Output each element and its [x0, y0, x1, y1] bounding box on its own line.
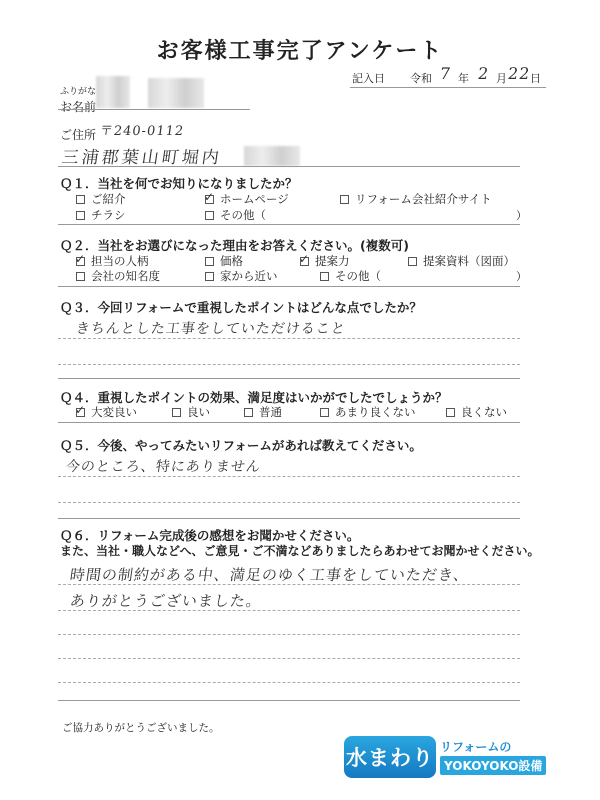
q5-line-1 — [58, 476, 520, 477]
q1-title: Ｑ１．当社を何でお知りになりましたか？ — [60, 176, 298, 191]
name-underline — [58, 109, 250, 110]
checkbox-checked-icon[interactable] — [205, 195, 214, 204]
q1-option-other[interactable]: その他（ — [205, 207, 266, 223]
address-underline — [58, 166, 520, 167]
q3-line-2 — [58, 364, 520, 365]
address-label: ご住所 — [60, 128, 97, 142]
q6-subtitle: また、当社・職人などへ、ご意見・ご不満などありましたらあわせてお聞かせください。 — [60, 544, 540, 558]
year-unit: 年 — [458, 72, 469, 85]
checkbox-icon[interactable] — [76, 211, 85, 220]
q2-option-staff[interactable]: ✓ 担当の人柄 — [76, 253, 149, 269]
q1-option-homepage[interactable]: ✓ ホームページ — [205, 191, 289, 207]
day-value: 22 — [506, 64, 532, 83]
month-unit: 月 — [496, 72, 507, 85]
checkbox-icon[interactable] — [76, 272, 85, 281]
thanks-text: ご協力ありがとうございました。 — [62, 722, 220, 734]
q2-option-reputation[interactable]: 会社の知名度 — [76, 268, 160, 284]
q6-line-3 — [58, 634, 520, 635]
q2-option-other[interactable]: その他（ — [320, 268, 381, 284]
q4-option-not-so-good[interactable]: あまり良くない — [320, 404, 416, 420]
checkbox-icon[interactable] — [244, 408, 253, 417]
q2-option-price[interactable]: 価格 — [205, 253, 243, 269]
q6-line-1 — [58, 584, 520, 585]
q4-option-average[interactable]: 普通 — [244, 404, 282, 420]
q5-answer: 今のところ、特にありません — [64, 459, 262, 475]
redacted-address — [244, 146, 300, 166]
q6-answer-line-1: 時間の制約がある中、満足のゆく工事をしていただき、 — [68, 566, 471, 584]
q6-answer-line-2: ありがとうございました。 — [68, 592, 264, 610]
checkbox-icon[interactable] — [340, 195, 349, 204]
q1-other-close: ） — [516, 209, 527, 222]
month-value: 2 — [476, 64, 491, 83]
checkbox-checked-icon[interactable] — [300, 257, 309, 266]
checkbox-icon[interactable] — [205, 272, 214, 281]
brand-logo-company: YOKOYOKO設備 — [440, 756, 546, 775]
checkbox-icon[interactable] — [408, 257, 417, 266]
q1-option-referral-site[interactable]: リフォーム会社紹介サイト — [340, 191, 492, 207]
checkbox-icon[interactable] — [320, 272, 329, 281]
q5-title: Ｑ５．今後、やってみたいリフォームがあれば教えてください。 — [60, 438, 422, 453]
redacted-name-2 — [148, 78, 204, 108]
q2-option-proposal[interactable]: ✓ 提案力 — [300, 253, 350, 269]
furigana-label: ふりがな — [60, 87, 97, 97]
q6-divider — [58, 700, 520, 701]
brand-logo: 水まわり — [344, 736, 436, 778]
year-value: 7 — [438, 64, 453, 83]
q3-divider — [58, 378, 520, 379]
q3-title: Ｑ３．今回リフォームで重視したポイントはどんな点でしたか？ — [60, 300, 422, 315]
q6-line-4 — [58, 658, 520, 659]
checkbox-icon[interactable] — [446, 408, 455, 417]
q2-other-close: ） — [516, 270, 527, 283]
date-label: 記入日 — [352, 72, 385, 85]
q6-line-5 — [58, 682, 520, 683]
checkbox-icon[interactable] — [205, 257, 214, 266]
q6-title: Ｑ６．リフォーム完成後の感想をお聞かせください。 — [60, 528, 360, 543]
q4-title: Ｑ４．重視したポイントの効果、満足度はいかがでしたでしょうか？ — [60, 390, 448, 405]
page-title: お客様工事完了アンケート — [156, 39, 444, 64]
checkbox-icon[interactable] — [76, 195, 85, 204]
q4-divider — [58, 422, 520, 423]
q1-option-referral[interactable]: ご紹介 — [76, 191, 126, 207]
q4-option-good[interactable]: 良い — [172, 404, 210, 420]
q2-option-nearby[interactable]: 家から近い — [205, 268, 278, 284]
checkbox-checked-icon[interactable] — [76, 408, 85, 417]
q3-answer: きちんとした工事をしていただけること — [74, 321, 347, 337]
brand-logo-subtitle: リフォームの — [440, 740, 512, 754]
date-underline — [350, 87, 546, 88]
checkbox-icon[interactable] — [205, 211, 214, 220]
checkbox-icon[interactable] — [320, 408, 329, 417]
q1-divider — [58, 224, 520, 225]
checkbox-icon[interactable] — [172, 408, 181, 417]
name-label: お名前 — [60, 100, 97, 114]
q6-line-2 — [58, 610, 520, 611]
era-label: 令和 — [410, 72, 432, 85]
q2-option-drawings[interactable]: 提案資料（図面） — [408, 253, 515, 269]
q4-option-bad[interactable]: 良くない — [446, 404, 507, 420]
q5-line-2 — [58, 502, 520, 503]
q1-option-flyer[interactable]: チラシ — [76, 207, 126, 223]
q2-divider — [58, 286, 520, 287]
address-value: 三浦郡葉山町堀内 — [60, 148, 224, 168]
q5-divider — [58, 518, 520, 519]
day-unit: 日 — [530, 72, 541, 85]
redacted-name-1 — [96, 76, 130, 108]
postal-code: 〒240-0112 — [98, 124, 186, 139]
checkbox-checked-icon[interactable] — [76, 257, 85, 266]
q3-line-1 — [58, 338, 520, 339]
q4-option-very-good[interactable]: ✓ 大変良い — [76, 404, 137, 420]
q2-title: Ｑ２．当社をお選びになった理由をお答えください。(複数可) — [60, 238, 409, 253]
